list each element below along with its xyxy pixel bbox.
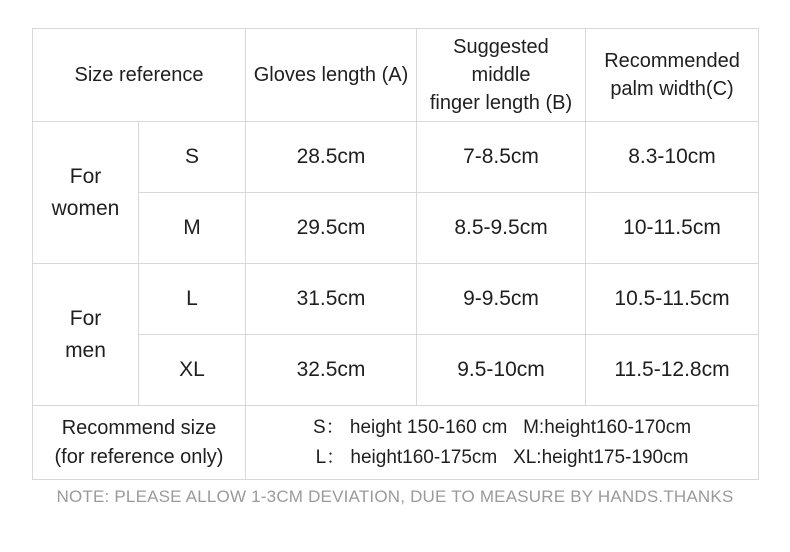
cell-palm-width: 8.3-10cm — [586, 122, 759, 193]
table-row — [33, 264, 759, 335]
header-gloves-length: Gloves length (A) — [246, 29, 417, 122]
size-table-container — [32, 28, 758, 480]
cell-gloves-length: 31.5cm — [246, 264, 417, 335]
header-middle-finger-line2: finger length (B) — [429, 92, 573, 114]
size-reference-table — [32, 28, 759, 480]
cell-palm-width: 10.5-11.5cm — [586, 264, 759, 335]
cell-gloves-length: 32.5cm — [246, 335, 417, 406]
group-men-line1: For — [69, 307, 102, 330]
group-label-men — [33, 264, 139, 406]
cell-finger-length: 8.5-9.5cm — [417, 193, 586, 264]
recommend-label-line2: (for reference only) — [54, 445, 224, 468]
recommend-size-label — [33, 406, 246, 480]
cell-size: S — [139, 122, 246, 193]
header-size-reference: Size reference — [33, 29, 246, 122]
recommend-value-line1: S： height 150-160 cm M:height160-170cm — [312, 417, 692, 439]
cell-palm-width: 11.5-12.8cm — [586, 335, 759, 406]
group-women-line1: For — [69, 165, 102, 188]
table-row — [33, 335, 759, 406]
table-header-row — [33, 29, 759, 122]
header-palm-width — [586, 29, 759, 122]
cell-size: XL — [139, 335, 246, 406]
group-women-line2: women — [51, 196, 120, 220]
cell-palm-width: 10-11.5cm — [586, 193, 759, 264]
cell-gloves-length: 29.5cm — [246, 193, 417, 264]
cell-size: M — [139, 193, 246, 264]
group-label-women — [33, 122, 139, 264]
table-row — [33, 122, 759, 193]
cell-finger-length: 7-8.5cm — [417, 122, 586, 193]
header-palm-width-line1: Recommended — [604, 50, 740, 72]
recommend-size-value — [246, 406, 759, 480]
group-men-line2: men — [65, 338, 106, 362]
cell-finger-length: 9-9.5cm — [417, 264, 586, 335]
cell-finger-length: 9.5-10cm — [417, 335, 586, 406]
deviation-note: NOTE: PLEASE ALLOW 1-3CM DEVIATION, DUE TO MEASURE BY HANDS.THANKS — [56, 487, 734, 506]
recommend-size-row — [33, 406, 759, 480]
cell-gloves-length: 28.5cm — [246, 122, 417, 193]
cell-size: L — [139, 264, 246, 335]
header-palm-width-line2: palm width(C) — [610, 78, 734, 100]
recommend-value-line2: L： height160-175cm XL:height175-190cm — [315, 446, 689, 468]
header-middle-finger-line1: Suggested middle — [453, 36, 549, 86]
header-middle-finger-length — [417, 29, 586, 122]
table-row — [33, 193, 759, 264]
recommend-label-line1: Recommend size — [61, 416, 217, 439]
